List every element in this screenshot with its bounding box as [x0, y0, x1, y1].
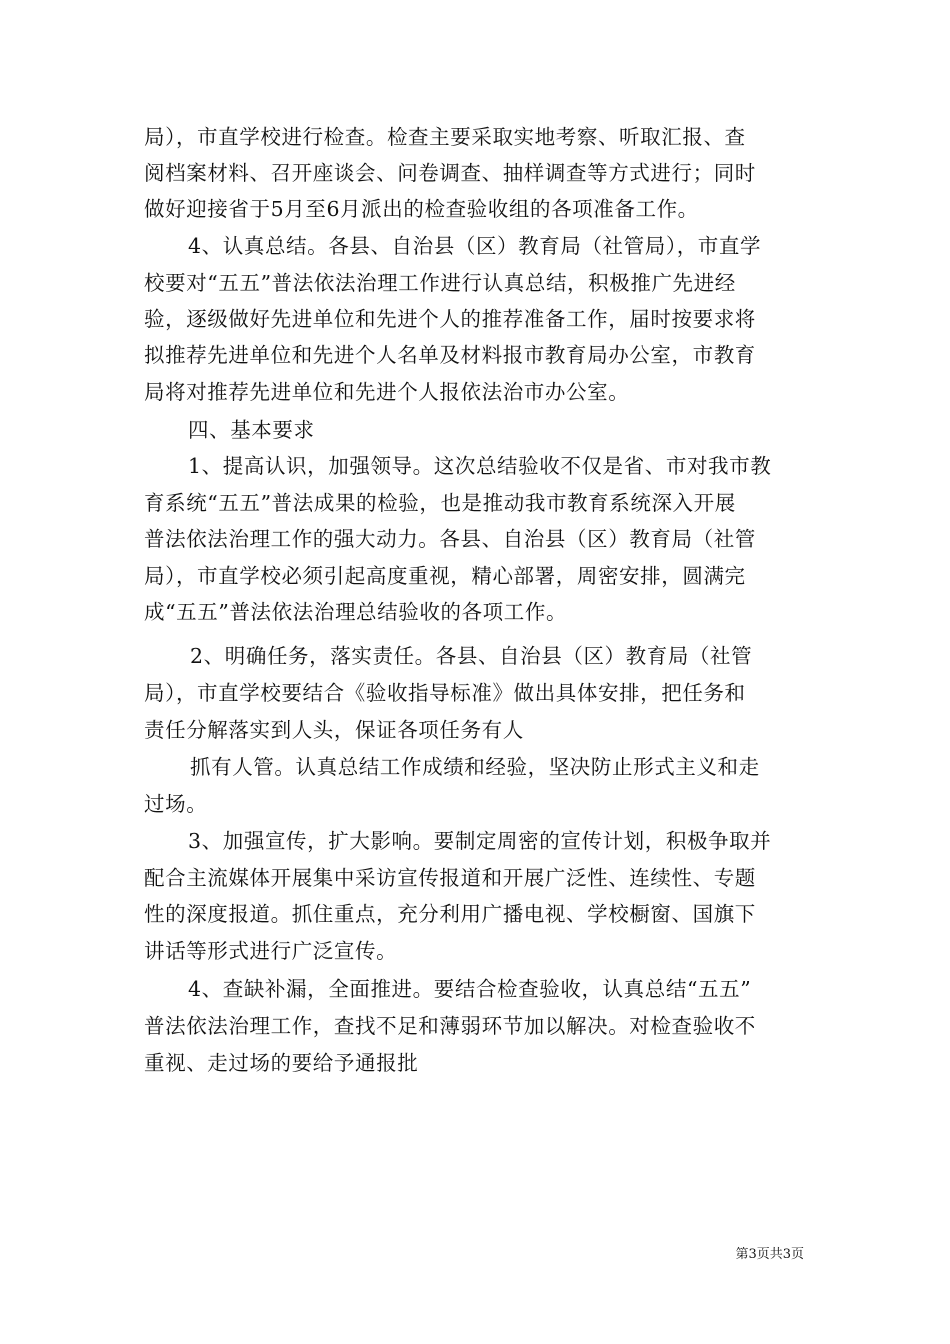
text-line: 成“五五”普法依法治理总结验收的各项工作。 [144, 600, 568, 624]
text-line: 做好迎接省于5月至6月派出的检查验收组的各项准备工作。 [144, 197, 699, 221]
text-line: 配合主流媒体开展集中采访宣传报道和开展广泛性、连续性、专题 [144, 866, 756, 890]
section-heading: 四、基本要求 [188, 418, 315, 442]
text-line: 重视、走过场的要给予通报批 [144, 1051, 419, 1075]
text-line: 1、提高认识，加强领导。这次总结验收不仅是省、市对我市教 [188, 454, 772, 478]
text-line: 普法依法治理工作，查找不足和薄弱环节加以解决。对检查验收不 [144, 1014, 756, 1038]
text-line: 普法依法治理工作的强大动力。各县、自治县（区）教育局（社管 [144, 527, 756, 551]
text-line: 阅档案材料、召开座谈会、问卷调查、抽样调查等方式进行；同时 [144, 161, 756, 185]
text-line: 育系统“五五”普法成果的检验，也是推动我市教育系统深入开展 [144, 491, 736, 515]
text-line: 抓有人管。认真总结工作成绩和经验，坚决防止形式主义和走 [190, 755, 760, 779]
text-line: 局），市直学校要结合《验收指导标准》做出具体安排，把任务和 [144, 681, 746, 705]
text-line: 责任分解落实到人头，保证各项任务有人 [144, 718, 524, 742]
text-line: 性的深度报道。抓住重点，充分利用广播电视、学校橱窗、国旗下 [144, 902, 756, 926]
text-line: 讲话等形式进行广泛宣传。 [144, 939, 398, 963]
text-line: 2、明确任务，落实责任。各县、自治县（区）教育局（社管 [190, 644, 753, 668]
page-number: 第3页共3页 [735, 1247, 804, 1262]
text-line: 3、加强宣传，扩大影响。要制定周密的宣传计划，积极争取并 [188, 829, 772, 853]
text-line: 局），市直学校进行检查。检查主要采取实地考察、听取汇报、查 [144, 125, 746, 149]
text-line: 局将对推荐先进单位和先进个人报依法治市办公室。 [144, 380, 630, 404]
text-line: 拟推荐先进单位和先进个人名单及材料报市教育局办公室，市教育 [144, 343, 756, 367]
text-line: 验，逐级做好先进单位和先进个人的推荐准备工作，届时按要求将 [144, 307, 756, 331]
text-line: 4、认真总结。各县、自治县（区）教育局（社管局），市直学 [188, 234, 762, 258]
text-line: 校要对“五五”普法依法治理工作进行认真总结，积极推广先进经 [144, 271, 736, 295]
text-line: 过场。 [144, 792, 208, 816]
text-line: 4、查缺补漏，全面推进。要结合检查验收，认真总结“五五” [188, 977, 752, 1001]
text-line: 局），市直学校必须引起高度重视，精心部署，周密安排，圆满完 [144, 564, 746, 588]
